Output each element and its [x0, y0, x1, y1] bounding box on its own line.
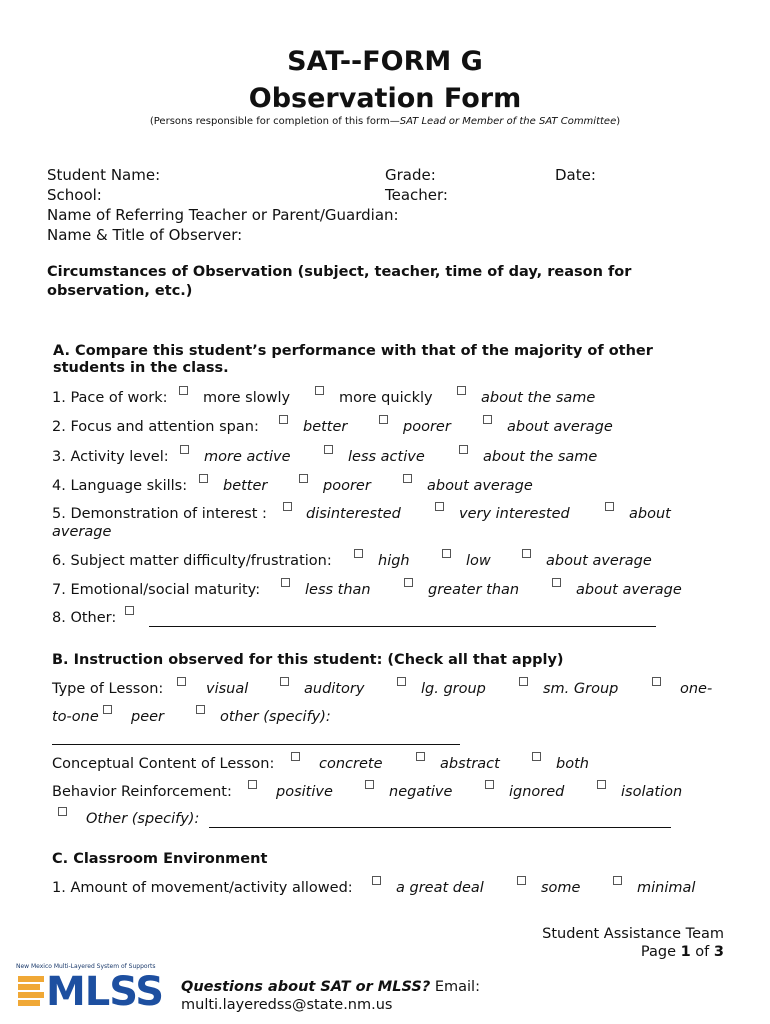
section-c-heading: C. Classroom Environment — [52, 851, 268, 867]
circumstances-heading-cont: observation, etc.) — [47, 283, 193, 299]
lesson-lg-group-checkbox[interactable] — [397, 677, 406, 686]
lesson-other-checkbox[interactable] — [196, 705, 205, 714]
interest-opt: about — [629, 506, 671, 522]
focus-opt: about average — [507, 419, 613, 435]
behavior-opt: negative — [389, 784, 453, 800]
focus-opt: better — [303, 419, 348, 435]
lesson-other-input-line[interactable] — [52, 744, 460, 745]
date-label: Date: — [555, 166, 596, 184]
interest-opt: very interested — [459, 506, 570, 522]
activity-opt: more active — [204, 449, 291, 465]
section-a-heading: A. Compare this student’s performance with that of the majority of other — [53, 343, 653, 359]
conceptual-opt: both — [556, 756, 589, 772]
behavior-other-checkbox[interactable] — [58, 807, 67, 816]
behavior-ignored-checkbox[interactable] — [485, 780, 494, 789]
school-label: School: — [47, 186, 102, 204]
grade-label: Grade: — [385, 166, 436, 184]
other-checkbox[interactable] — [125, 606, 134, 615]
observer-label: Name & Title of Observer: — [47, 226, 243, 244]
pace-same-checkbox[interactable] — [457, 386, 466, 395]
behavior-other-input-line[interactable] — [209, 827, 671, 828]
lesson-one-to-one-checkbox[interactable] — [652, 677, 661, 686]
conceptual-label: Conceptual Content of Lesson: — [52, 756, 275, 772]
teacher-label: Teacher: — [385, 186, 448, 204]
pace-opt: more slowly — [203, 390, 291, 406]
student-name-label: Student Name: — [47, 166, 161, 184]
focus-opt: poorer — [403, 419, 451, 435]
conceptual-opt: abstract — [440, 756, 500, 772]
lesson-peer-checkbox[interactable] — [103, 705, 112, 714]
movement-label: 1. Amount of movement/activity allowed: — [52, 880, 353, 896]
behavior-negative-checkbox[interactable] — [365, 780, 374, 789]
interest-very-checkbox[interactable] — [435, 502, 444, 511]
activity-opt: less active — [348, 449, 425, 465]
language-label: 4. Language skills: — [52, 478, 188, 494]
lesson-type-opt: sm. Group — [543, 681, 619, 697]
lesson-type-opt: auditory — [304, 681, 365, 697]
conceptual-opt: concrete — [319, 756, 383, 772]
conceptual-abstract-checkbox[interactable] — [416, 752, 425, 761]
lesson-type-opt: other (specify): — [220, 709, 331, 725]
interest-average-checkbox[interactable] — [605, 502, 614, 511]
section-a-heading-cont: students in the class. — [53, 360, 229, 376]
language-opt: poorer — [323, 478, 371, 494]
difficulty-opt: high — [378, 553, 410, 569]
logo-wordmark: MLSS — [46, 969, 164, 1015]
maturity-greater-checkbox[interactable] — [404, 578, 413, 587]
logo-tagline: New Mexico Multi-Layered System of Supports — [16, 963, 156, 970]
form-subtitle-title: Observation Form — [248, 83, 522, 114]
circumstances-heading: Circumstances of Observation (subject, teacher, time of day, reason for — [47, 264, 632, 280]
maturity-average-checkbox[interactable] — [552, 578, 561, 587]
language-poorer-checkbox[interactable] — [299, 474, 308, 483]
movement-great-deal-checkbox[interactable] — [372, 876, 381, 885]
interest-disinterested-checkbox[interactable] — [283, 502, 292, 511]
pace-quickly-checkbox[interactable] — [315, 386, 324, 395]
interest-label: 5. Demonstration of interest : — [52, 506, 267, 522]
referring-label: Name of Referring Teacher or Parent/Guardian: — [47, 206, 399, 224]
other-input-line[interactable] — [149, 626, 656, 627]
behavior-opt: ignored — [509, 784, 565, 800]
lesson-type-opt: visual — [206, 681, 249, 697]
activity-label: 3. Activity level: — [52, 449, 169, 465]
movement-opt: a great deal — [396, 880, 484, 896]
difficulty-low-checkbox[interactable] — [442, 549, 451, 558]
movement-minimal-checkbox[interactable] — [613, 876, 622, 885]
pace-opt: about the same — [481, 390, 596, 406]
language-average-checkbox[interactable] — [403, 474, 412, 483]
lesson-visual-checkbox[interactable] — [177, 677, 186, 686]
other-label: 8. Other: — [52, 610, 117, 626]
interest-opt: disinterested — [306, 506, 401, 522]
movement-opt: some — [541, 880, 581, 896]
language-better-checkbox[interactable] — [199, 474, 208, 483]
maturity-opt: about average — [576, 582, 682, 598]
activity-more-checkbox[interactable] — [180, 445, 189, 454]
logo-bars-icon — [18, 976, 48, 1006]
difficulty-high-checkbox[interactable] — [354, 549, 363, 558]
lesson-sm-group-checkbox[interactable] — [519, 677, 528, 686]
pace-slowly-checkbox[interactable] — [179, 386, 188, 395]
footer-questions: Questions about SAT or MLSS? Email: — [181, 979, 480, 995]
difficulty-opt: low — [466, 553, 491, 569]
focus-better-checkbox[interactable] — [279, 415, 288, 424]
maturity-opt: greater than — [428, 582, 520, 598]
movement-opt: minimal — [637, 880, 696, 896]
pace-opt: more quickly — [339, 390, 433, 406]
responsibility-note: (Persons responsible for completion of this form—SAT Lead or Member of the SAT Committee) — [149, 116, 621, 127]
activity-same-checkbox[interactable] — [459, 445, 468, 454]
behavior-isolation-checkbox[interactable] — [597, 780, 606, 789]
behavior-other-label: Other (specify): — [86, 811, 200, 827]
movement-some-checkbox[interactable] — [517, 876, 526, 885]
lesson-type-opt: peer — [131, 709, 165, 725]
mlss-logo — [16, 963, 166, 1013]
lesson-type-opt: lg. group — [421, 681, 486, 697]
pace-label: 1. Pace of work: — [52, 390, 168, 406]
activity-less-checkbox[interactable] — [324, 445, 333, 454]
footer-team: Student Assistance Team — [542, 926, 724, 942]
maturity-label: 7. Emotional/social maturity: — [52, 582, 261, 598]
lesson-type-opt: one- — [680, 681, 713, 697]
form-title: SAT--FORM G — [287, 46, 483, 77]
footer-email-link[interactable]: multi.layeredss@state.nm.us — [181, 997, 393, 1013]
behavior-opt: isolation — [621, 784, 683, 800]
behavior-positive-checkbox[interactable] — [248, 780, 257, 789]
page-indicator: Page 1 of 3 — [640, 944, 724, 960]
language-opt: better — [223, 478, 268, 494]
focus-label: 2. Focus and attention span: — [52, 419, 259, 435]
section-b-heading: B. Instruction observed for this student: (Check all that apply) — [52, 652, 564, 668]
conceptual-concrete-checkbox[interactable] — [291, 752, 300, 761]
difficulty-average-checkbox[interactable] — [522, 549, 531, 558]
difficulty-label: 6. Subject matter difficulty/frustration: — [52, 553, 332, 569]
focus-poorer-checkbox[interactable] — [379, 415, 388, 424]
maturity-less-checkbox[interactable] — [281, 578, 290, 587]
language-opt: about average — [427, 478, 533, 494]
difficulty-opt: about average — [546, 553, 652, 569]
interest-opt-wrap: average — [52, 524, 112, 540]
behavior-label: Behavior Reinforcement: — [52, 784, 232, 800]
lesson-auditory-checkbox[interactable] — [280, 677, 289, 686]
behavior-opt: positive — [276, 784, 333, 800]
focus-average-checkbox[interactable] — [483, 415, 492, 424]
conceptual-both-checkbox[interactable] — [532, 752, 541, 761]
lesson-type-opt-wrap: to-one — [52, 709, 99, 725]
lesson-type-label: Type of Lesson: — [52, 681, 164, 697]
activity-opt: about the same — [483, 449, 598, 465]
maturity-opt: less than — [305, 582, 371, 598]
